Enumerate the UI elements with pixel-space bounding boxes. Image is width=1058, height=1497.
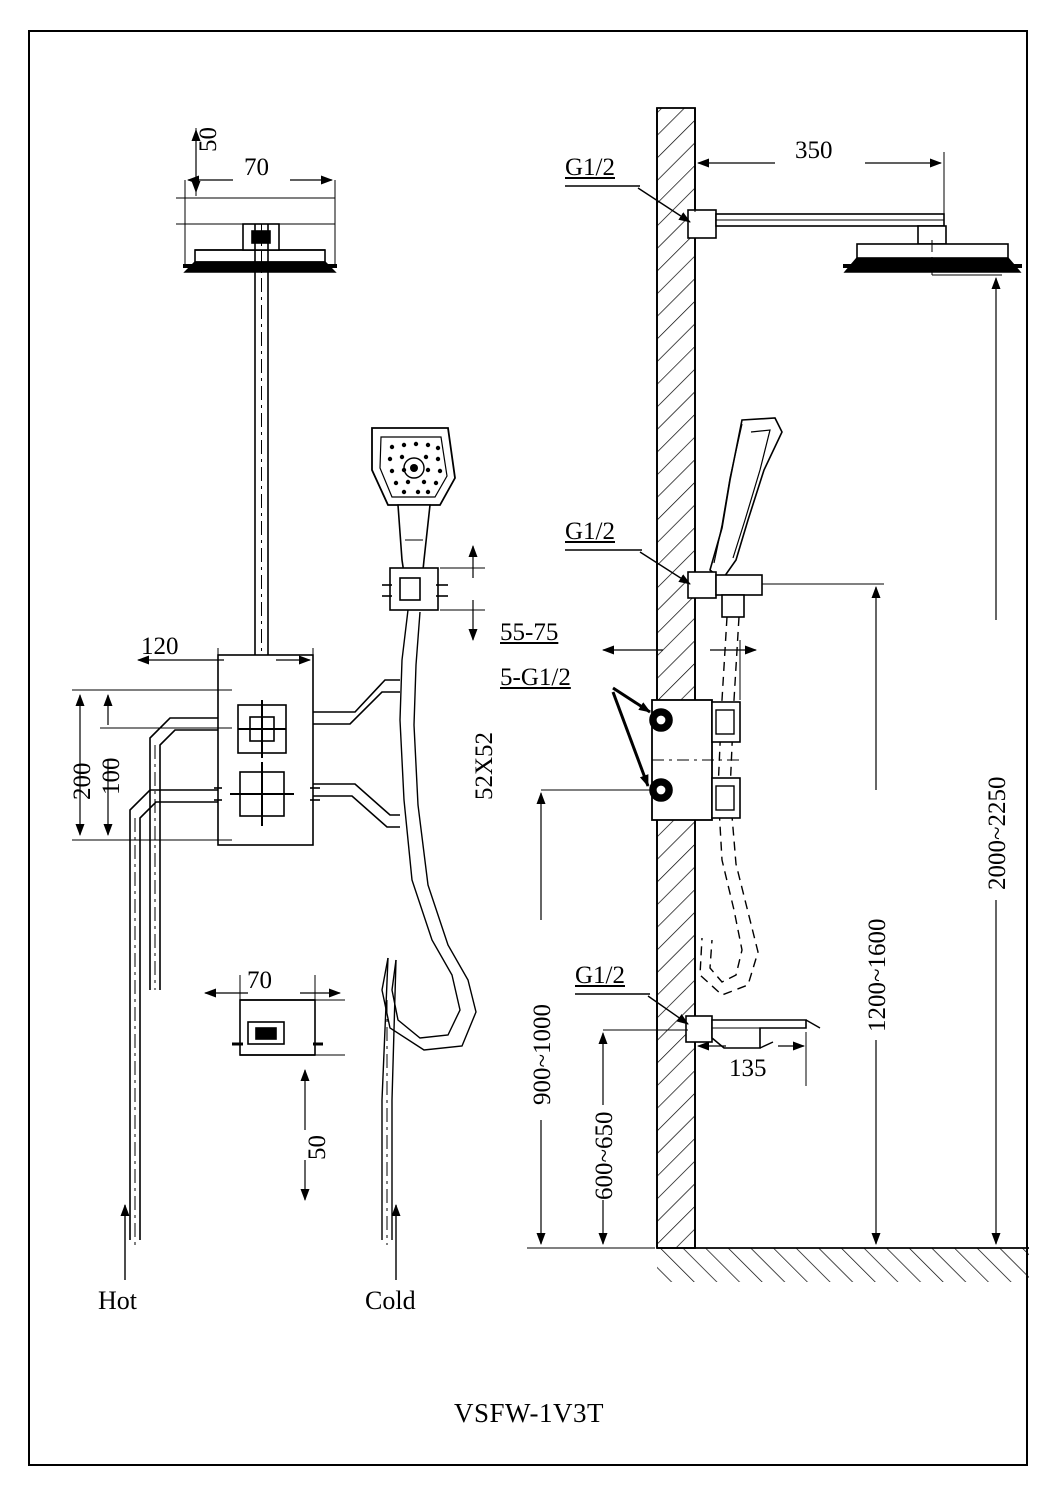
dim-label-mixer-height: 200 (69, 762, 96, 800)
label-cold-supply: Cold (365, 1286, 416, 1315)
dim-label-top-shower-width: 70 (244, 154, 269, 181)
dim-label-mixer-depth: 55-75 (500, 619, 559, 646)
label-g12-spout: G1/2 (575, 962, 625, 989)
label-5-g12: 5-G1/2 (500, 664, 571, 691)
label-g12-handshower: G1/2 (565, 518, 615, 545)
dim-label-spout-height-range: 600~650 (591, 1111, 618, 1200)
dim-label-top-shower-height: 50 (195, 127, 222, 152)
dim-label-spout-projection: 135 (729, 1055, 767, 1082)
dim-label-bracket-size: 52X52 (471, 731, 498, 800)
drawing-title: VSFW-1V3T (453, 1398, 604, 1428)
dim-label-spout-height: 50 (304, 1135, 331, 1160)
dim-label-overhead-height-range: 2000~2250 (984, 776, 1011, 890)
dim-label-arm-length: 350 (795, 137, 833, 164)
label-g12-top: G1/2 (565, 154, 615, 181)
label-hot-supply: Hot (98, 1286, 137, 1315)
dim-label-mixer-width: 120 (141, 633, 179, 660)
dim-label-spout-width: 70 (247, 967, 272, 994)
dim-label-mixer-height-range: 900~1000 (529, 1003, 556, 1105)
dim-label-mixer-center: 100 (98, 757, 125, 795)
dim-label-handshower-height-range: 1200~1600 (864, 918, 891, 1032)
drawing-border (28, 30, 1028, 1466)
